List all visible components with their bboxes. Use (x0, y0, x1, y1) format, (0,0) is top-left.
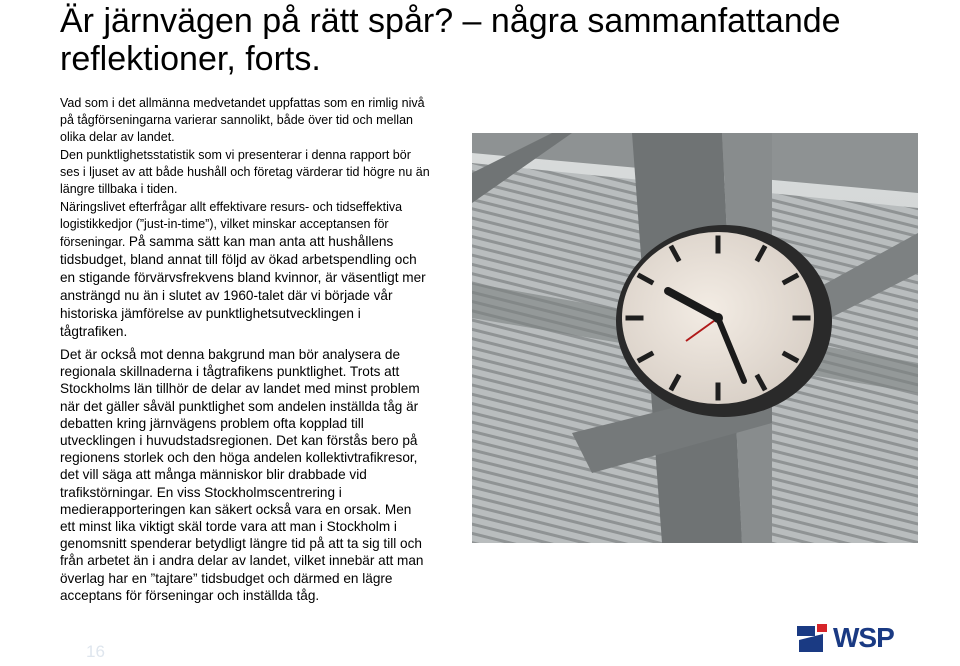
paragraph-1: Vad som i det allmänna medvetandet uppfattas som en rimlig nivå på tågförseningarna varierar sannolikt, både över tid och mellan olika delar av landet. (60, 96, 425, 144)
station-clock-photo (472, 133, 918, 543)
wsp-logo-text: WSP (833, 622, 894, 653)
paragraph-3-part-a: Näringslivet efterfrågar allt effektivare resurs- och tidseffektiva logistikkedjor (”just-in-time”), vilket minskar acceptansen för förseningar. (60, 200, 403, 249)
station-clock-illustration (472, 133, 918, 543)
paragraph-3-part-b: På samma sätt kan man anta att hushållens tidsbudget, bland annat till följd av ökad arbetspendling och en stigande förvärvsfrekvens bland kvinnor, är väsentligt mer ansträngd nu än i slutet av 1960-talet där vi började vår historiska jämförelse av punktlighetsutvecklingen i tågtrafiken. (60, 234, 426, 339)
paragraph-4: Det är också mot denna bakgrund man bör analysera de regionala skillnaderna i tågtrafikens punktlighet. Trots att Stockholms län tillhör de delar av landet med minst problem när det gäller såväl punktlighet som andelen inställda tåg är debatten kring järnvägens problem ofta kopplad till utvecklingen i huvudstadsregionen. Det kan förstås bero på regionens storlek och den höga andelen kollektivtrafikresor, det vill säga att många människor blir drabbade vid trafikstörningar. En viss Stockholmscentrering i medierapporteringen kan säkert också vara en orsak. Men ett minst lika viktigt skäl torde vara att man i Stockholm i genomsnitt spenderar betydligt längre tid på att ta sig till och från arbetet än i andra delar av landet, vilket innebär att man överlag har en ”tajtare” tidsbudget och därmed en lägre acceptans för förseningar och inställda tåg. (60, 347, 424, 603)
paragraph-2: Den punktlighetsstatistik som vi presenterar i denna rapport bör ses i ljuset av att både hushåll och företag värderar tid högre nu än längre tillbaka i tiden. (60, 148, 430, 196)
slide-body (60, 95, 430, 604)
slide-title: Är järnvägen på rätt spår? – några sammanfattande reflektioner, forts. (60, 2, 841, 78)
page-number: 16 (86, 642, 105, 661)
wsp-logo (793, 620, 894, 654)
wsp-logo-icon (793, 622, 829, 656)
paragraph-3 (60, 199, 430, 341)
